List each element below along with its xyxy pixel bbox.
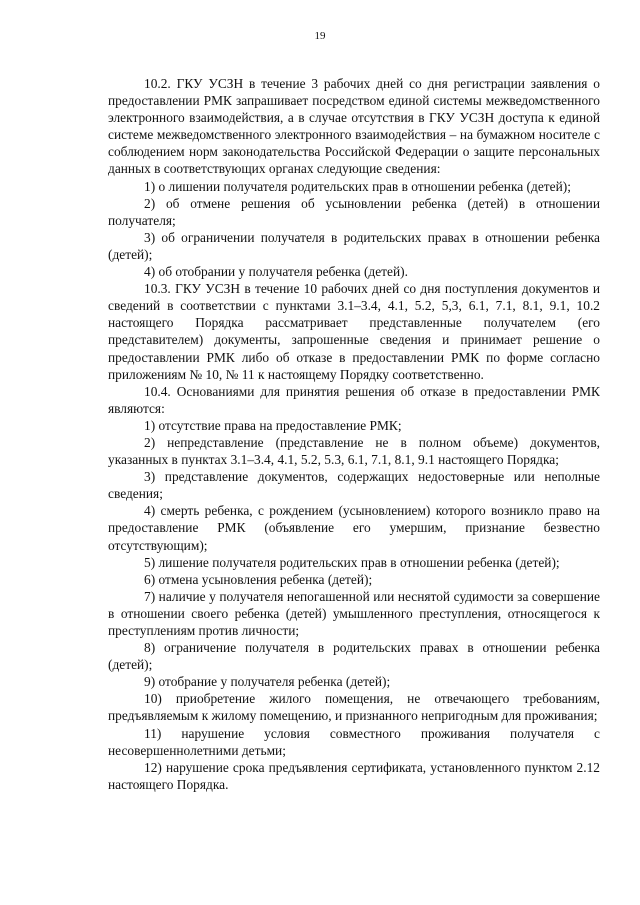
list-item: 11) нарушение условия совместного проживания получателя с несовершеннолетними детьми;	[108, 725, 600, 758]
list-item: 3) представление документов, содержащих недостоверные или неполные сведения;	[108, 469, 600, 502]
page-number: 19	[314, 30, 326, 42]
list-item: 9) отобрание у получателя ребенка (детей);	[144, 674, 391, 690]
list-item: 8) ограничение получателя в родительских правах в отношении ребенка (детей);	[108, 640, 600, 673]
list-item: 7) наличие у получателя непогашенной или неснятой судимости за совершение в отношении своего ребенка (детей) умышленного преступления, относящегося к преступлениям против личности;	[108, 588, 600, 638]
list-item: 1) отсутствие права на предоставление РМК;	[144, 417, 402, 433]
document-body	[108, 75, 600, 793]
list-item: 4) об отобрании у получателя ребенка (детей).	[144, 264, 408, 280]
list-item: 6) отмена усыновления ребенка (детей);	[144, 571, 373, 587]
list-item: 5) лишение получателя родительских прав в отношении ребенка (детей);	[144, 554, 560, 570]
paragraph-10-4: 10.4. Основаниями для принятия решения об отказе в предоставлении РМК являются:	[108, 383, 600, 416]
list-item: 3) об ограничении получателя в родительских правах в отношении ребенка (детей);	[108, 229, 600, 262]
list-item: 12) нарушение срока предъявления сертификата, установленного пунктом 2.12 настоящего Порядка.	[108, 759, 600, 792]
list-item: 2) об отмене решения об усыновлении ребенка (детей) в отношении получателя;	[108, 195, 600, 228]
list-item: 10) приобретение жилого помещения, не отвечающего требованиям, предъявляемым к жилому помещению, и признанного непригодным для проживания;	[108, 691, 600, 724]
list-item: 2) непредставление (представление не в полном объеме) документов, указанных в пунктах 3.1–3.4, 4.1, 5.2, 5.3, 6.1, 7.1, 8.1, 9.1 настоящего Порядка;	[108, 434, 600, 468]
paragraph-10-3: 10.3. ГКУ УСЗН в течение 10 рабочих дней со дня поступления документов и сведений в соответствии с пунктами 3.1–3.4, 4.1, 5.2, 5,3, 6.1, 7.1, 8.1, 9.1, 10.2 настоящего Порядка рассматривает представленные получателем (его представителем) документы, запрошенные сведения и принимает решение о предоставлении РМК либо об отказе в предоставлении РМК по форме согласно приложениям № 10, № 11 к настоящему Порядку соответственно.	[108, 281, 600, 382]
list-item: 4) смерть ребенка, с рождением (усыновлением) которого возникло право на предоставление РМК (объявление его умершим, признание безвестно отсутствующим);	[108, 503, 600, 553]
paragraph-10-2: 10.2. ГКУ УСЗН в течение 3 рабочих дней со дня регистрации заявления о предоставлении РМК запрашивает посредством единой системы межведомственного электронного взаимодействия, а в случае отсутствия в ГКУ УСЗН доступа к единой системе межведомственного электронного взаимодействия – на бумажном носителе с соблюдением норм законодательства Российской Федерации о защите персональных данных в соответствующих органах следующие сведения:	[108, 76, 600, 177]
list-item: 1) о лишении получателя родительских прав в отношении ребенка (детей);	[144, 178, 571, 194]
